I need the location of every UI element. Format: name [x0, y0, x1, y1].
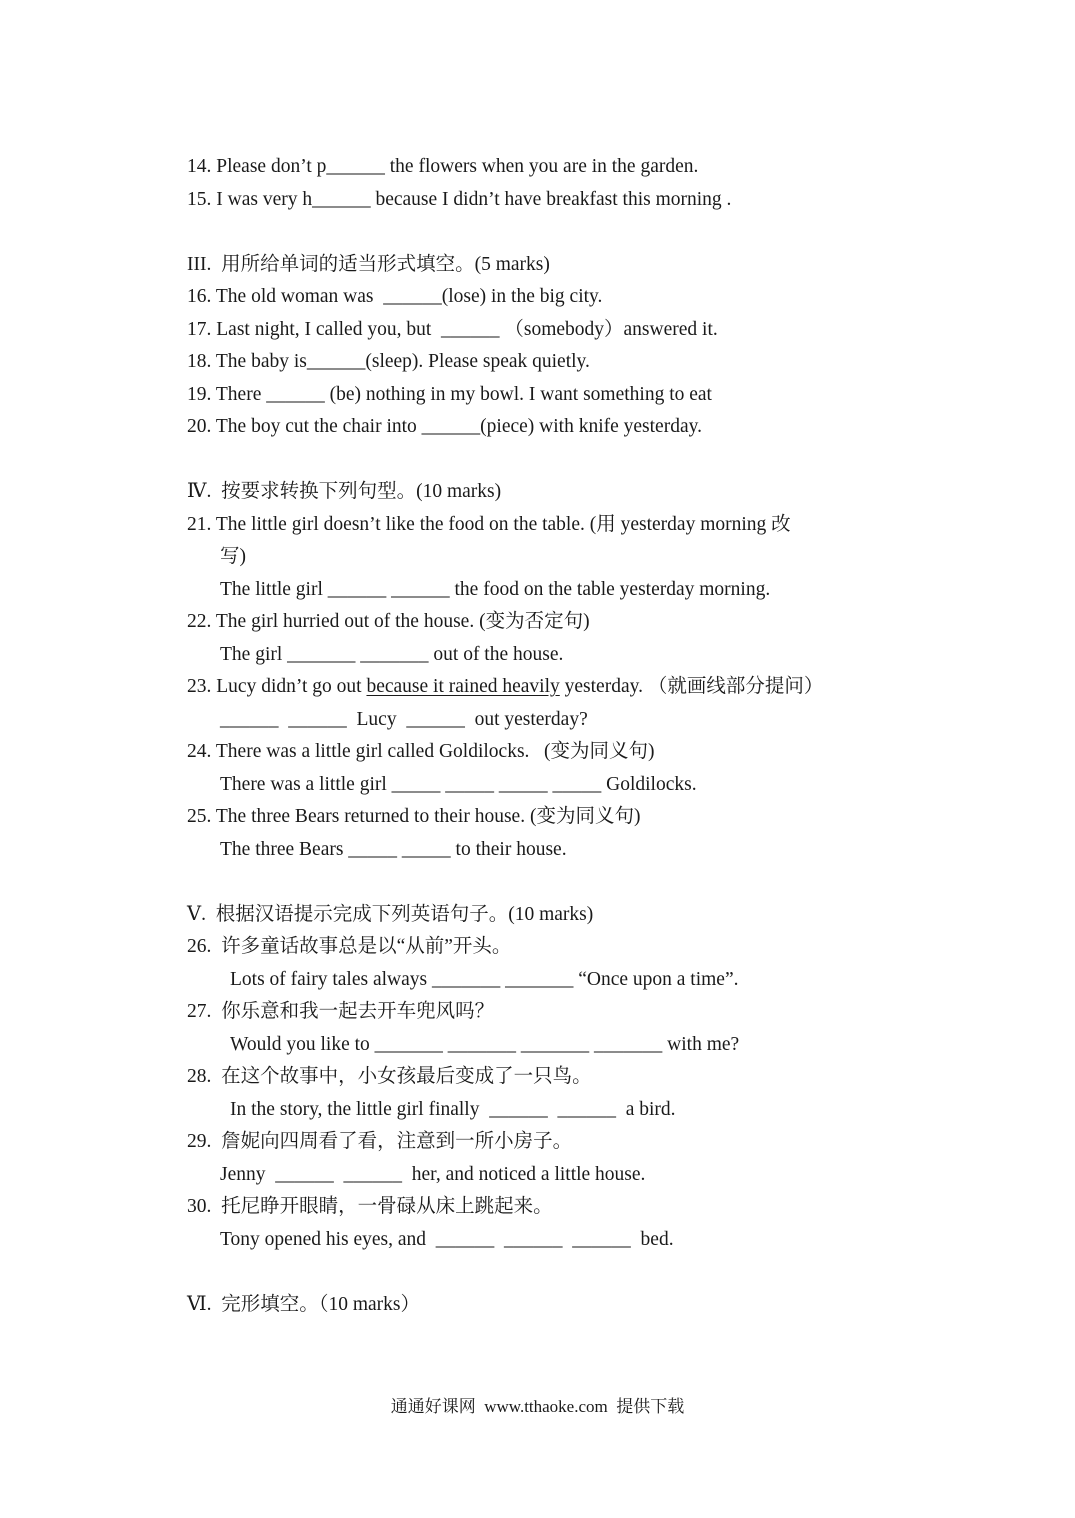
answer-line-22: The girl _______ _______ out of the house. — [220, 644, 564, 665]
page-footer: 通通好课网 www.tthaoke.com 提供下载 — [390, 1397, 685, 1416]
answer-line-29: Jenny ______ ______ her, and noticed a little house. — [220, 1164, 646, 1185]
section-6-heading: Ⅵ. 完形填空。（10 marks） — [187, 1294, 421, 1315]
section-4-heading: Ⅳ. 按要求转换下列句型。(10 marks) — [187, 481, 502, 502]
answer-line-23: ______ ______ Lucy ______ out yesterday? — [220, 709, 588, 730]
question-14: 14. Please don’t p______ the flowers when you are in the garden. — [187, 156, 699, 177]
question-17: 17. Last night, I called you, but ______ （somebody）answered it. — [187, 319, 718, 340]
question-23-text: 23. Lucy didn’t go out — [187, 676, 367, 697]
answer-line-27: Would you like to _______ _______ _______ _______ with me? — [230, 1034, 740, 1055]
question-29: 29. 詹妮向四周看了看，注意到一所小房子。 — [187, 1131, 573, 1152]
question-16: 16. The old woman was ______(lose) in the big city. — [187, 286, 603, 307]
answer-line-25: The three Bears _____ _____ to their house. — [220, 839, 567, 860]
section-5-heading: Ⅴ. 根据汉语提示完成下列英语句子。(10 marks) — [187, 904, 594, 925]
question-23-instruction: yesterday. （就画线部分提问） — [559, 676, 824, 697]
answer-line-28: In the story, the little girl finally ______ ______ a bird. — [230, 1099, 676, 1120]
underlined-phrase: because it rained heavily — [366, 676, 560, 697]
question-21-cont: 写) — [220, 546, 246, 567]
question-18: 18. The baby is______(sleep). Please speak quietly. — [187, 351, 590, 372]
question-30: 30. 托尼睁开眼睛，一骨碌从床上跳起来。 — [187, 1196, 553, 1217]
question-24: 24. There was a little girl called Goldilocks. (变为同义句) — [187, 741, 655, 762]
section-3-heading: III. 用所给单词的适当形式填空。(5 marks) — [187, 254, 550, 275]
question-22: 22. The girl hurried out of the house. (变为否定句) — [187, 611, 590, 632]
question-27: 27. 你乐意和我一起去开车兜风吗？ — [187, 1001, 495, 1022]
question-20: 20. The boy cut the chair into ______(piece) with knife yesterday. — [187, 416, 702, 437]
question-26: 26. 许多童话故事总是以“从前”开头。 — [187, 936, 512, 957]
question-28: 28. 在这个故事中，小女孩最后变成了一只鸟。 — [187, 1066, 592, 1087]
answer-line-30: Tony opened his eyes, and ______ ______ ______ bed. — [220, 1229, 674, 1250]
answer-line-21: The little girl ______ ______ the food on the table yesterday morning. — [220, 579, 771, 600]
question-15: 15. I was very h______ because I didn’t have breakfast this morning . — [187, 189, 732, 210]
answer-line-24: There was a little girl _____ _____ _____ _____ Goldilocks. — [220, 774, 697, 795]
question-19: 19. There ______ (be) nothing in my bowl. I want something to eat — [187, 384, 712, 405]
answer-line-26: Lots of fairy tales always _______ _______ “Once upon a time”. — [230, 969, 739, 990]
question-23 — [187, 675, 823, 699]
question-25: 25. The three Bears returned to their house. (变为同义句) — [187, 806, 641, 827]
question-21: 21. The little girl doesn’t like the food on the table. (用 yesterday morning 改 — [187, 514, 791, 535]
